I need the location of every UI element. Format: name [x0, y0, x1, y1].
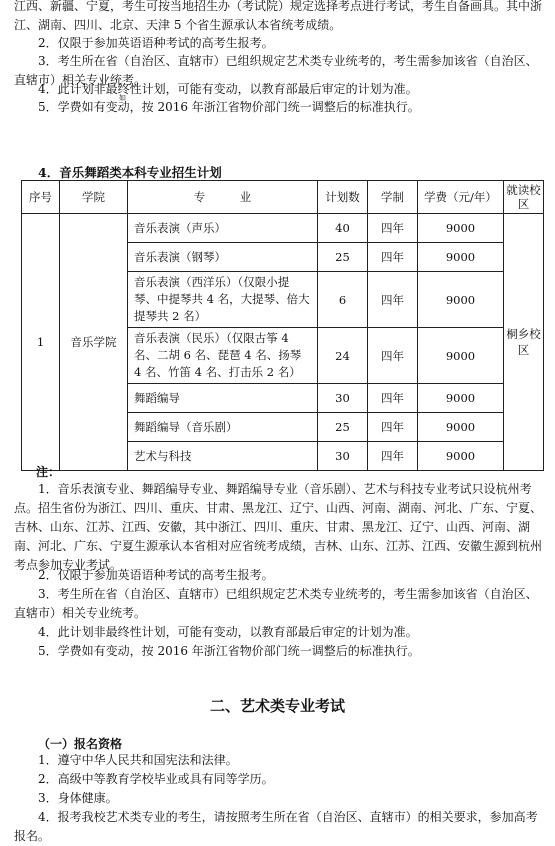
- plan-cell: 6: [318, 272, 368, 328]
- notes-heading: 注：: [36, 465, 61, 479]
- note-1: 1．音乐表演专业、舞蹈编导专业、舞蹈编导专业（音乐剧）、艺术与科技专业考试只设杭州考点。招生省份为浙江、四川、重庆、甘肃、黑龙江、辽宁、山西、河南、湖南、河北、广东、宁夏、吉林、山东、江苏、江西、安徽，其中浙江、四川、重庆、甘肃、黑龙江、辽宁、山西、河南、湖南、河北、广东、宁夏生源承认本省相对应省统考成绩，吉林、山东、江苏、江西、安徽生源到杭州考点参加专业考试。: [14, 482, 543, 572]
- plan-cell: 30: [318, 384, 368, 413]
- col-header-fee: 学费（元/年）: [418, 181, 504, 214]
- fee-cell: 9000: [418, 214, 504, 243]
- eligibility-item-3: 3．身体健康。: [38, 791, 118, 805]
- stray-mark: 如: [119, 94, 126, 102]
- note-4: 4．此计划非最终性计划，可能有变动，以教育部最后审定的计划为准。: [38, 625, 418, 639]
- major-cell: 舞蹈编导（音乐剧）: [128, 413, 318, 442]
- major-cell: 音乐表演（民乐）（仅限古筝 4 名、二胡 6 名、琵琶 4 名、扬琴 4 名、竹笛 4 名、打击乐 2 名）: [128, 328, 318, 384]
- table-row: [22, 214, 544, 243]
- col-header-campus: 就读校区: [504, 181, 544, 214]
- intro-note-3: 3．考生所在省（自治区、直辖市）已组织规定艺术类专业统考的，考生需参加该省（自治区、直辖市）相关专业统考。: [14, 54, 538, 87]
- note-5: 5．学费如有变动，按 2016 年浙江省物价部门统一调整后的标准执行。: [38, 644, 420, 658]
- intro-note-4: 4．此计划非最终性计划，可能有变动，以教育部最后审定的计划为准。: [38, 82, 418, 96]
- college-name: 音乐学院: [60, 214, 128, 471]
- eligibility-item-2: 2．高级中等教育学校毕业或具有同等学历。: [38, 772, 274, 786]
- campus-cell: 桐乡校区: [504, 214, 544, 471]
- note-3: 3．考生所在省（自治区、直辖市）已组织规定艺术类专业统考的，考生需参加该省（自治区、直辖市）相关专业统考。: [14, 587, 538, 620]
- part-two-heading: 二、艺术类专业考试: [209, 697, 345, 715]
- duration-cell: 四年: [368, 413, 418, 442]
- duration-cell: 四年: [368, 272, 418, 328]
- duration-cell: 四年: [368, 243, 418, 272]
- eligibility-item-4: 4．报考我校艺术类专业的考生，请按照考生所在省（自治区、直辖市）的相关要求，参加高考报名。: [14, 810, 538, 843]
- plan-cell: 25: [318, 413, 368, 442]
- note-2: 2．仅限于参加英语语种考试的高考生报考。: [38, 568, 274, 582]
- col-header-plan: 计划数: [318, 181, 368, 214]
- duration-cell: 四年: [368, 214, 418, 243]
- plan-cell: 24: [318, 328, 368, 384]
- plan-cell: 30: [318, 442, 368, 471]
- col-header-major: 专 业: [128, 181, 318, 214]
- duration-cell: 四年: [368, 328, 418, 384]
- major-cell: 舞蹈编导: [128, 384, 318, 413]
- plan-cell: 40: [318, 214, 368, 243]
- fee-cell: 9000: [418, 328, 504, 384]
- fee-cell: 9000: [418, 243, 504, 272]
- section-title: 4．音乐舞蹈类本科专业招生计划: [38, 165, 222, 180]
- duration-cell: 四年: [368, 442, 418, 471]
- intro-note-5: 5．学费如有变动，按 2016 年浙江省物价部门统一调整后的标准执行。: [38, 100, 420, 114]
- intro-paragraph-1: 江西、新疆、宁夏，考生可按当地招生办（考试院）规定选择考点进行考试，考生自备画具。其中浙江、湖南、四川、北京、天津 5 个省生源承认本省统考成绩。: [14, 0, 543, 32]
- table-header-row: [22, 181, 544, 214]
- major-cell: 艺术与科技: [128, 442, 318, 471]
- col-header-no: 序号: [22, 181, 60, 214]
- intro-note-2: 2．仅限于参加英语语种考试的高考生报考。: [38, 36, 274, 50]
- enrollment-plan-table: [21, 180, 544, 471]
- duration-cell: 四年: [368, 384, 418, 413]
- major-cell: 音乐表演（西洋乐）（仅限小提琴、中提琴共 4 名，大提琴、倍大提琴共 2 名）: [128, 272, 318, 328]
- plan-cell: 25: [318, 243, 368, 272]
- major-cell: 音乐表演（钢琴）: [128, 243, 318, 272]
- fee-cell: 9000: [418, 384, 504, 413]
- fee-cell: 9000: [418, 272, 504, 328]
- major-cell: 音乐表演（声乐）: [128, 214, 318, 243]
- eligibility-item-1: 1．遵守中华人民共和国宪法和法律。: [38, 753, 238, 767]
- eligibility-heading: （一）报名资格: [38, 737, 123, 751]
- col-header-duration: 学制: [368, 181, 418, 214]
- col-header-college: 学院: [60, 181, 128, 214]
- fee-cell: 9000: [418, 413, 504, 442]
- fee-cell: 9000: [418, 442, 504, 471]
- row-number: 1: [22, 214, 60, 471]
